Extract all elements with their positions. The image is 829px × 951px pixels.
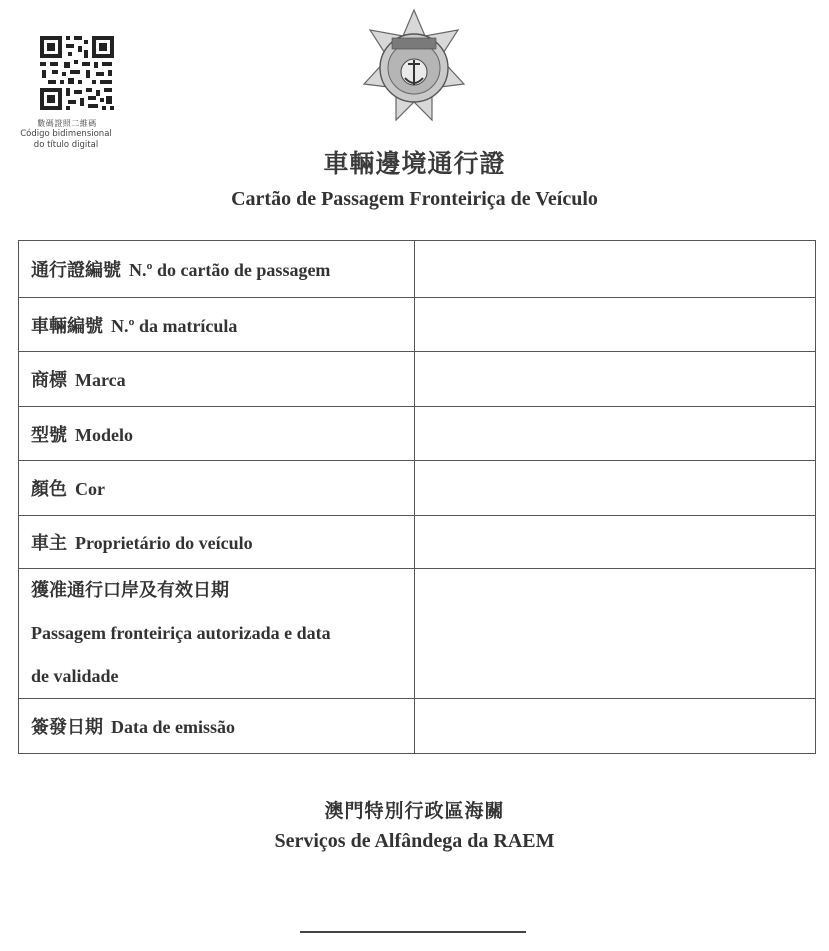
field-label [19,699,415,754]
field-label [19,352,415,407]
label-pt: Cor [75,479,105,499]
plate-number-value [415,298,816,352]
issuer-name-zh: 澳門特別行政區海關 [324,800,505,822]
qr-caption-zh: 數碼證照二維碼 [37,119,97,128]
field-label [19,241,415,298]
label-pt: N.º da matrícula [111,315,238,336]
customs-star-emblem-icon [362,8,466,130]
label-pt: N.º do cartão de passagem [129,260,331,280]
label-zh: 簽發日期 [31,717,103,738]
label-pt: Marca [75,370,126,390]
label-pt: Modelo [75,424,133,445]
table-row [19,352,816,407]
table-row [19,407,816,461]
qr-code-block [18,34,136,151]
issuer-name-pt: Serviços de Alfândega da RAEM [274,830,555,852]
label-zh: 獲准通行口岸及有效日期 [31,580,229,601]
field-label [19,516,415,569]
authorized-crossing-value [415,569,816,699]
label-zh: 車輛編號 [31,315,103,337]
qr-caption-pt-line1: Código bidimensional [20,129,112,139]
color-value [415,461,816,516]
document-title-zh: 車輛邊境通行證 [323,149,506,178]
label-zh: 顏色 [31,479,67,500]
table-row [19,516,816,569]
owner-value [415,516,816,569]
customs-seal-logo [362,8,466,135]
pass-number-value [415,241,816,298]
label-zh: 通行證編號 [31,260,121,281]
label-zh: 型號 [31,424,67,446]
model-value [415,407,816,461]
label-zh: 商標 [31,370,67,391]
label-zh: 車主 [31,533,67,554]
field-label [19,407,415,461]
field-label [19,298,415,352]
label-pt: Data de emissão [111,717,235,737]
document-title-pt: Cartão de Passagem Fronteiriça de Veículo [231,188,598,210]
issue-date-value [415,699,816,754]
field-label [19,569,415,699]
label-pt-line2: de validade [31,666,119,686]
label-pt-line1: Passagem fronteiriça autorizada e data [31,623,331,643]
label-pt: Proprietário do veículo [75,533,253,553]
qr-caption-pt-line2: do título digital [33,140,99,150]
table-row [19,699,816,754]
table-row [19,569,816,699]
signature-line [300,931,526,933]
table-row [19,461,816,516]
qr-code-icon [38,34,116,112]
field-label [19,461,415,516]
vehicle-pass-table [18,240,816,754]
brand-value [415,352,816,407]
table-row [19,298,816,352]
table-row [19,241,816,298]
